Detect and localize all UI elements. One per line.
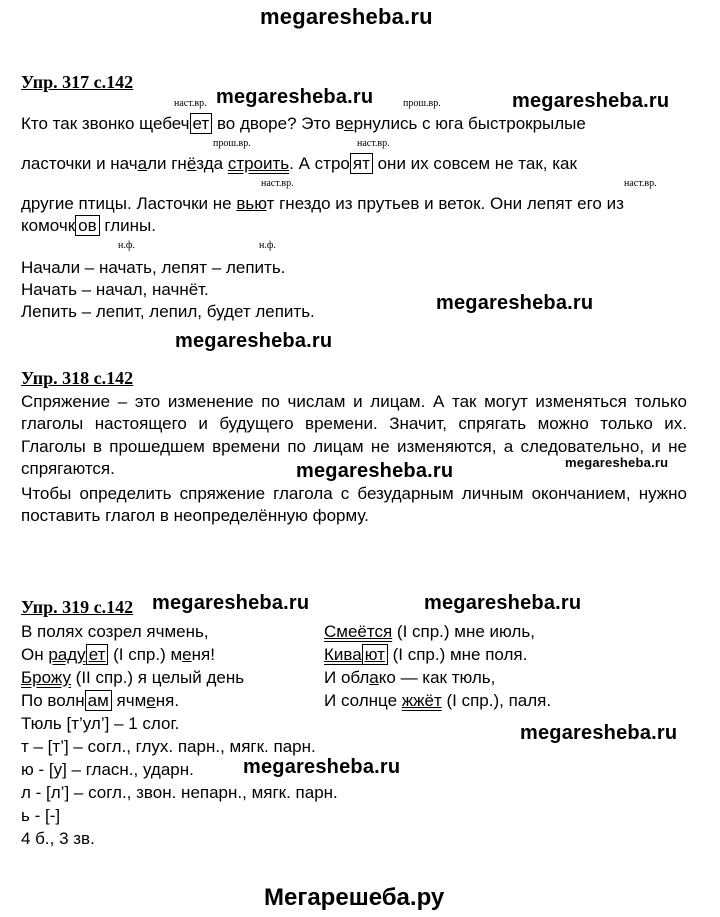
- note-tense: прош.вр.: [213, 138, 251, 149]
- phonetic-line: ю - [у] – гласн., ударн.: [21, 760, 194, 779]
- watermark[interactable]: megaresheba.ru: [436, 292, 594, 314]
- watermark[interactable]: megaresheba.ru: [152, 592, 310, 614]
- note-tense: прош.вр.: [403, 98, 441, 109]
- text-line: Начать – начал, начнёт.: [21, 280, 209, 299]
- poem-line: Брожу (II спр.) я целый день: [21, 668, 245, 687]
- note-tense: наст.вр.: [624, 178, 657, 189]
- text-line: Начали – начать, лепят – лепить.: [21, 258, 286, 277]
- ending-box: ет: [190, 113, 213, 134]
- watermark-top[interactable]: megaresheba.ru: [260, 4, 433, 29]
- watermark[interactable]: megaresheba.ru: [296, 460, 454, 482]
- exercise-318-title: Упр. 318 с.142: [21, 368, 134, 388]
- phonetic-line: л - [л’] – согл., звон. непарн., мягк. парн.: [21, 783, 338, 802]
- ending-box: ют: [362, 644, 388, 665]
- paragraph: Чтобы определить спряжение глагола с безударным личным окончанием, нужно поставить глагол в неопределённую форму.: [21, 484, 687, 526]
- exercise-319-title: Упр. 319 с.142: [21, 597, 134, 617]
- watermark[interactable]: megaresheba.ru: [175, 330, 333, 352]
- text-line: другие птицы. Ласточки не вьют гнездо из прутьев и веток. Они лепят его из: [21, 194, 624, 213]
- poem-line: И облако — как тюль,: [324, 668, 496, 687]
- watermark[interactable]: megaresheba.ru: [243, 756, 401, 778]
- ending-box: ят: [350, 153, 373, 174]
- watermark-small[interactable]: megaresheba.ru: [565, 455, 669, 470]
- footer-watermark[interactable]: Мегарешеба.ру: [264, 884, 445, 911]
- note-tense: наст.вр.: [357, 138, 390, 149]
- ending-box: ет: [86, 644, 109, 665]
- poem-line: И солнце жжёт (I спр.), паля.: [324, 691, 552, 710]
- note-infinitive: н.ф.: [118, 240, 135, 251]
- ending-box: ов: [75, 215, 100, 236]
- phonetic-line: Тюль [т’ул’] – 1 слог.: [21, 714, 180, 733]
- watermark[interactable]: megaresheba.ru: [520, 722, 678, 744]
- text-line: ласточки и начали гнёзда строить. А стро ят они их совсем не так, как: [21, 154, 577, 173]
- poem-line: Кива ют (I спр.) мне поля.: [324, 645, 528, 664]
- watermark[interactable]: megaresheba.ru: [216, 86, 374, 108]
- note-infinitive: н.ф.: [259, 240, 276, 251]
- poem-line: В полях созрел ячмень,: [21, 622, 209, 641]
- note-tense: наст.вр.: [174, 98, 207, 109]
- text-line: комочк ов глины.: [21, 216, 156, 235]
- poem-line: Смеётся (I спр.) мне июль,: [324, 622, 535, 641]
- poem-line: Он раду ет (I спр.) меня!: [21, 645, 215, 664]
- phonetic-line: 4 б., 3 зв.: [21, 829, 95, 848]
- phonetic-line: т – [т’] – согл., глух. парн., мягк. парн.: [21, 737, 316, 756]
- exercise-317-title: Упр. 317 с.142: [21, 72, 134, 92]
- text-line: Лепить – лепит, лепил, будет лепить.: [21, 302, 315, 321]
- poem-line: По волн ам ячменя.: [21, 691, 180, 710]
- ending-box: ам: [85, 690, 112, 711]
- watermark[interactable]: megaresheba.ru: [512, 90, 670, 112]
- text-line: Кто так звонко щебеч ет во дворе? Это вернулись с юга быстрокрылые: [21, 114, 586, 133]
- watermark[interactable]: megaresheba.ru: [424, 592, 582, 614]
- paragraph: Спряжение – это изменение по числам и лицам. А так могут изменяться только глаголы настоящего и будущего времени. Значит, спрягать можно только их. Глаголы в прошедшем времени по лицам не изменяются, а следовательно, и не спрягаются.: [21, 392, 687, 478]
- phonetic-line: ь - [-]: [21, 806, 61, 825]
- note-tense: наст.вр.: [261, 178, 294, 189]
